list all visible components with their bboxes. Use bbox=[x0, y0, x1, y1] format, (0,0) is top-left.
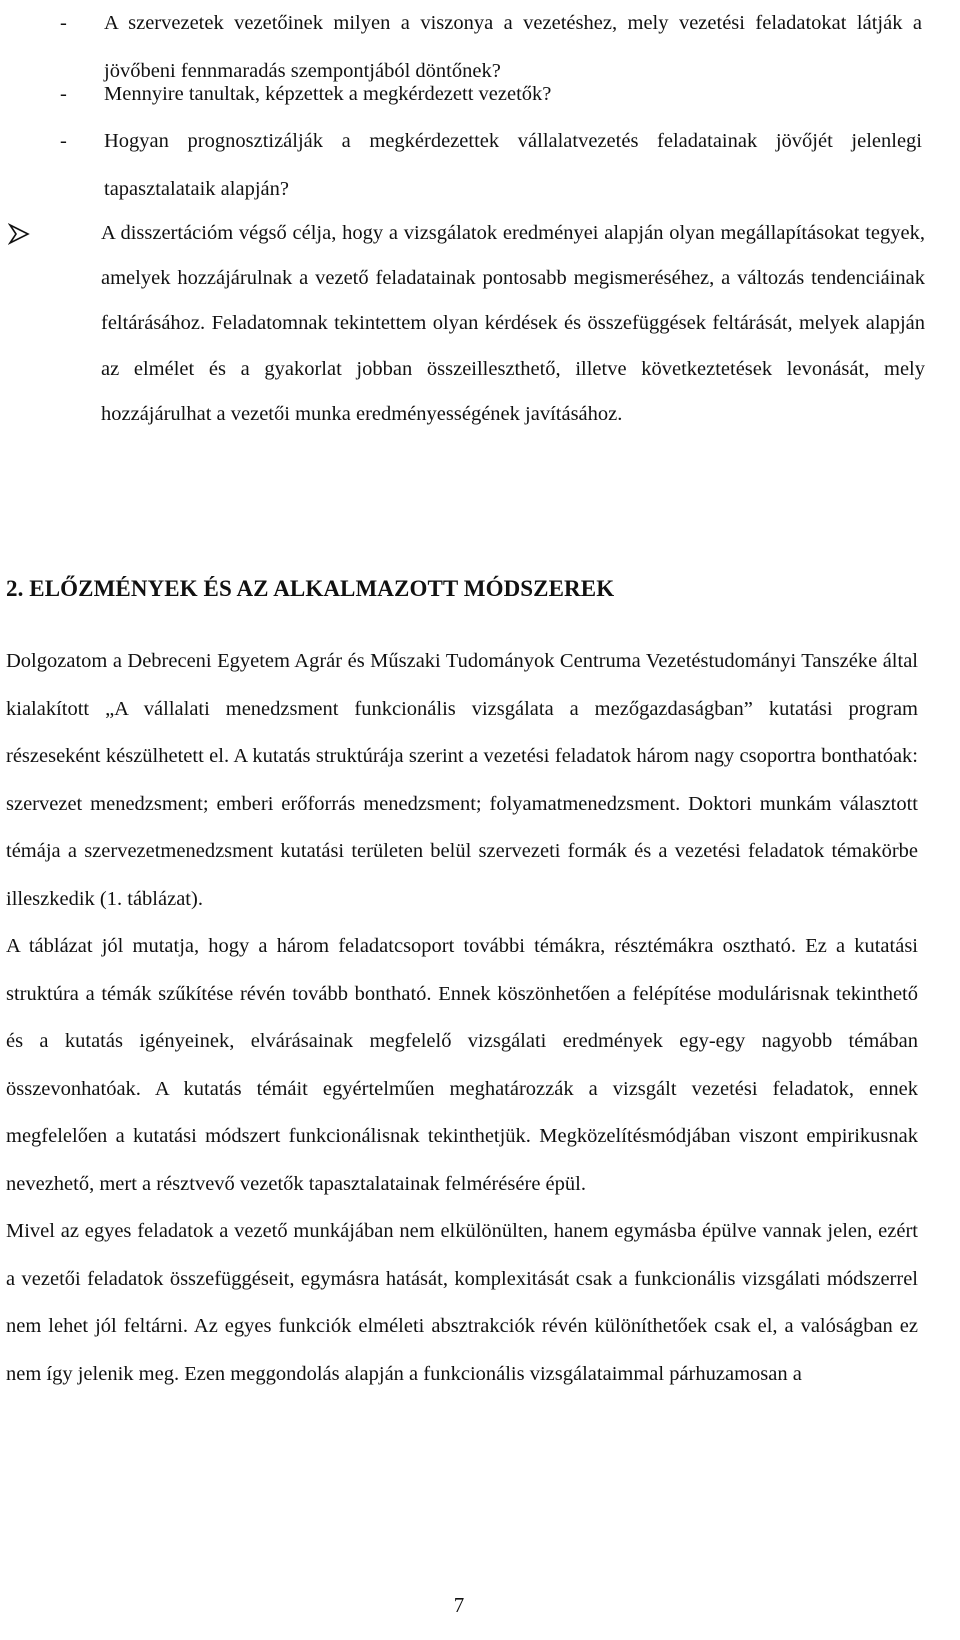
dash-item-text: Hogyan prognosztizálják a megkérdezettek vállalatvezetés feladatainak jövőjét jelenlegi tapasztalataik alapján? bbox=[104, 130, 922, 200]
dash-symbol: - bbox=[60, 130, 67, 152]
dash-item-text: A szervezetek vezetőinek milyen a viszonya a vezetéshez, mely vezetési feladatokat látják a jövőbeni fennmaradás szempontjából döntőnek? bbox=[104, 12, 922, 82]
paragraph: Dolgozatom a Debreceni Egyetem Agrár és Műszaki Tudományok Centruma Vezetéstudományi Tanszéke által kialakított „A vállalati menedzsment funkcionális vizsgálata a mezőgazdaságban” kutatási program részeseként készülhetett el. A kutatás struktúrája szerint a vezetési feladatok három nagy csoportra bonthatóak: szervezet menedzsment; emberi erőforrás menedzsment; folyamatmenedzsment. Doktori munkám választott témája a szervezetmenedzsment kutatási területen belül szervezeti formák és a vezetési feladatok témakörbe illeszkedik (1. táblázat). bbox=[6, 650, 918, 910]
bullet-text: A disszertációm végső célja, hogy a vizsgálatok eredményei alapján olyan megállapításokat tegyek, amelyek hozzájárulnak a vezető feladatainak pontosabb megismeréséhez, a változás tendenciáinak feltárásához. Feladatomnak tekintettem olyan kérdések és összefüggések feltárását, melyek alapján az elmélet és a gyakorlat jobban összeilleszthető, illetve következtetések levonását, mely hozzájárulhat a vezetői munka eredményességének javításához. bbox=[101, 222, 925, 425]
dash-item-text: Mennyire tanultak, képzettek a megkérdezett vezetők? bbox=[104, 83, 552, 105]
dash-symbol: - bbox=[60, 12, 67, 34]
section-heading: 2. ELŐZMÉNYEK ÉS AZ ALKALMAZOTT MÓDSZEREK bbox=[6, 576, 615, 601]
dash-symbol: - bbox=[60, 83, 67, 105]
paragraph: A táblázat jól mutatja, hogy a három feladatcsoport további témákra, résztémákra osztható. Ez a kutatási struktúra a témák szűkítése révén tovább bontható. Ennek köszönhetően a felépítése modulárisnak tekinthető és a kutatás igényeinek, elvárásainak megfelelő vizsgálati eredmények egy-egy nagyobb témában összevonhatóak. A kutatás témáit egyértelműen meghatározzák a vizsgált vezetési feladatok, ennek megfelelően a kutatási módszert funkcionálisnak tekinthetjük. Megközelítésmódjában viszont empirikusnak nevezhető, mert a résztvevő vezetők tapasztalatainak felmérésére épül. bbox=[6, 935, 918, 1195]
page-number: 7 bbox=[453, 1593, 465, 1617]
arrow-bullet-icon bbox=[8, 223, 30, 245]
paragraph: Mivel az egyes feladatok a vezető munkájában nem elkülönülten, hanem egymásba épülve vannak jelen, ezért a vezetői feladatok összefüggéseit, egymásra hatását, komplexitását csak a funkcionális vizsgálati módszerrel nem lehet jól feltárni. Az egyes funkciók elméleti absztrakciók révén különíthetőek csak el, a valóságban ez nem így jelenik meg. Ezen meggondolás alapján a funkcionális vizsgálataimmal párhuzamosan a bbox=[6, 1220, 918, 1385]
dash-list-item-2 bbox=[60, 71, 922, 119]
dash-list-item-3 bbox=[60, 118, 922, 213]
section-body bbox=[6, 638, 918, 1398]
